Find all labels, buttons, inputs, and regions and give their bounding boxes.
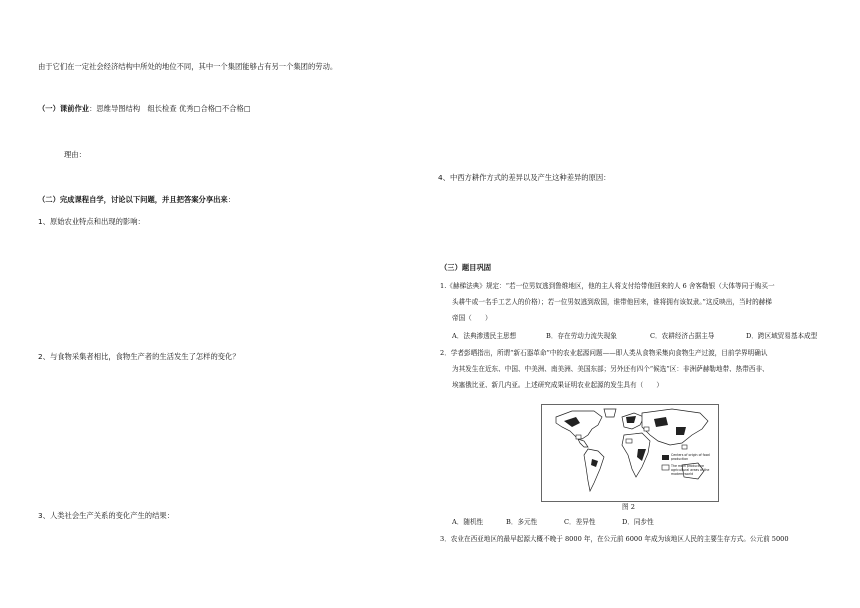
- question-1: 1、原始农业特点和出现的影响：: [38, 217, 145, 226]
- item3-line1: 3．农业在西亚地区的最早起源大概不晚于 8000 年，在公元前 6000 年成为该地区人民的主要生存方式。公元前 5000: [440, 535, 789, 543]
- section2-heading: （二）完成课程自学，讨论以下问题，并且把答案分享出来: [38, 195, 228, 204]
- item2-option-b: B．多元性: [506, 518, 538, 526]
- item1-option-c: C．农耕经济占据主导: [650, 332, 715, 340]
- item2-options: [452, 518, 654, 527]
- section1-text: ：思维导图结构 组长检查 优秀□合格□不合格□: [89, 104, 251, 113]
- homework-row: [38, 104, 251, 113]
- item1-line3: 帝国（ ）: [452, 314, 492, 322]
- item1-option-b: B．存在劳动力流失现象: [546, 332, 617, 340]
- item2-option-c: C．差异性: [564, 518, 596, 526]
- figure-caption: 图 2: [622, 503, 635, 511]
- item2-line2: 为其发生在近东、中国、中美洲、南美洲、美国东部；另外还有四个“候选”区：非洲萨赫勒地带、热带西非、: [452, 365, 769, 373]
- item1-option-d: D．跨区域贸易基本成型: [746, 332, 818, 340]
- question-2: 2、与食物采集者相比，食物生产者的生活发生了怎样的变化？: [38, 352, 240, 361]
- item2-option-a: A．随机性: [452, 518, 484, 526]
- item2-line3: 埃塞俄比亚、新几内亚。上述研究成果证明农业起源的发生具有（ ）: [452, 381, 663, 389]
- section3-heading: （三）题目巩固: [440, 263, 492, 272]
- question-4: 4、中西方耕作方式的差异以及产生这种差异的原因：: [438, 173, 611, 182]
- map-legend-productive: The main productive agricultural areas of the modern world: [671, 464, 710, 476]
- item1-line2: 头耕牛或一名手工艺人的价格）；若一位男奴逃到敌国，谁带他回来，谁将拥有该奴隶。”这反映出，当时的赫梯: [452, 298, 772, 306]
- section2-row: （二）完成课程自学，讨论以下问题，并且把答案分享出来：: [38, 195, 236, 204]
- section1-heading: （一）课前作业: [38, 104, 90, 113]
- item1-option-a: A．法典渗透民主思想: [452, 332, 517, 340]
- item2-option-d: D．同步性: [622, 518, 654, 526]
- question-3: 3、人类社会生产关系的变化产生的结果：: [38, 511, 174, 520]
- reason-label: 理由：: [64, 150, 86, 159]
- intro-text: 由于它们在一定社会经济结构中所处的地位不同，其中一个集团能够占有另一个集团的劳动。: [38, 62, 338, 71]
- item2-line1: 2．学者彭晒指出，所谓“新石器革命”中的农业起源问题——即人类从食物采集向食物生产过渡，目前学界明确认: [440, 349, 768, 357]
- world-map-figure: [541, 404, 719, 502]
- map-legend-origin: Centers of origin of food production: [671, 453, 710, 461]
- item1-options: [452, 332, 817, 341]
- item1-line1: 1.《赫梯法典》规定：“若一位男奴逃到鲁维地区，他的主人将支付给带他回来的人 6 舍客勒银（大体等同于购买一: [440, 282, 775, 290]
